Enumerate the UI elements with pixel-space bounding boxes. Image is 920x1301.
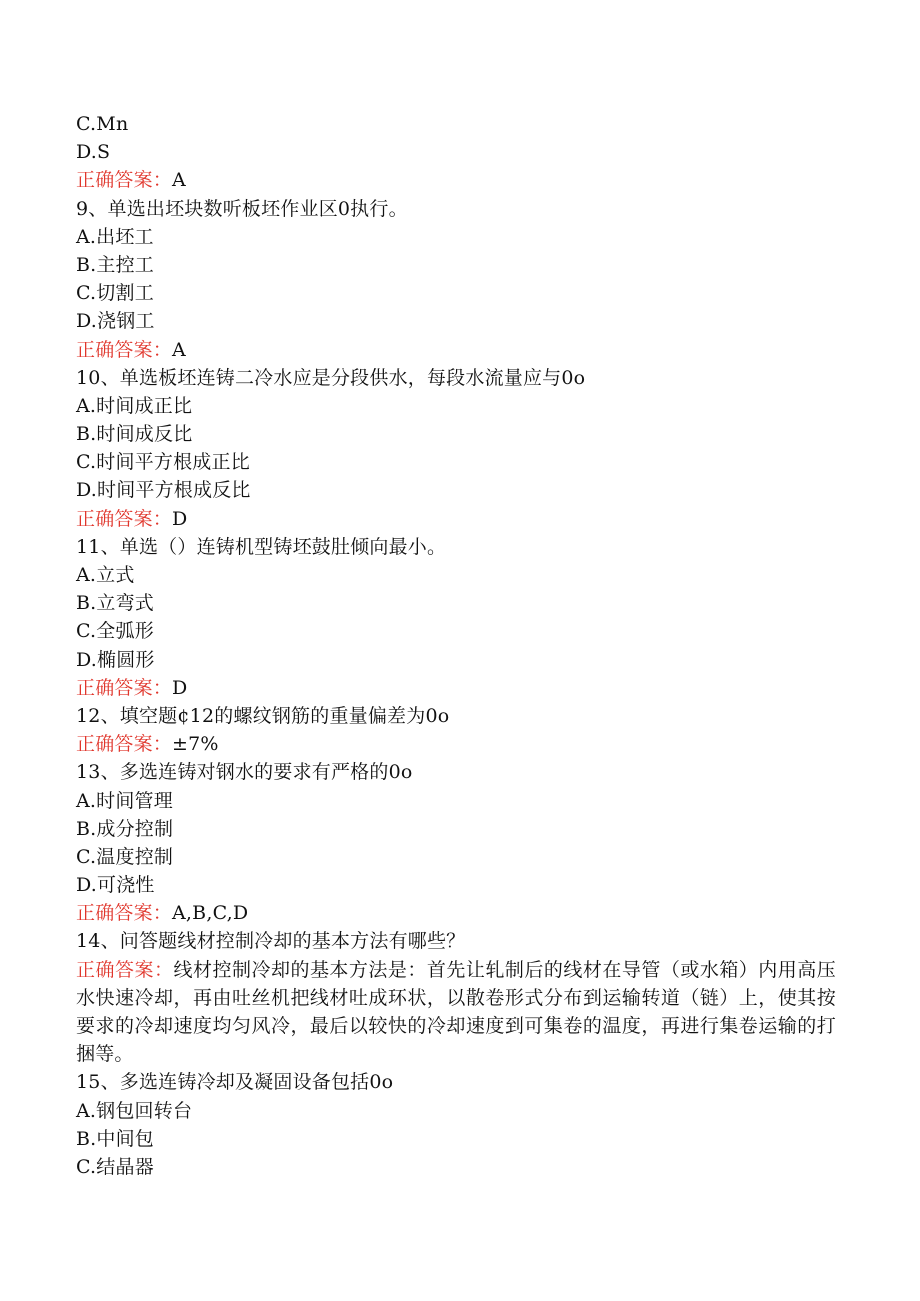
answer-value: D [172,507,188,530]
answer-value: A,B,C,D [172,902,249,925]
answer-value: A [172,338,186,361]
option-d: D.S [76,141,111,164]
option-b: B.成分控制 [76,817,174,840]
option-c: C.Mn [76,113,129,135]
question-title: 11、单选（）连铸机型铸坯鼓肚倾向最小。 [76,535,447,558]
option-c: C.时间平方根成正比 [76,451,250,474]
answer-label: 正确答案： [76,169,173,192]
option-c: C.切割工 [76,282,154,305]
answer-paragraph [76,956,836,1069]
document-page [76,110,836,1181]
question-title: 15、多选连铸冷却及凝固设备包括0o [76,1071,394,1094]
option-b: B.时间成反比 [76,423,193,446]
answer-label: 正确答案： [76,338,173,361]
option-a: A.立式 [76,564,135,586]
answer-label: 正确答案： [76,958,174,981]
option-b: B.中间包 [76,1127,155,1150]
question-title: 10、单选板坯连铸二冷水应是分段供水，每段水流量应与0o [76,366,586,389]
option-c: C.全弧形 [76,620,154,643]
answer-value: A [172,169,186,192]
answer-label: 正确答案： [76,676,173,699]
option-c: C.温度控制 [76,845,174,868]
answer-value: 线材控制冷却的基本方法是：首先让轧制后的线材在导管（或水箱）内用高压水快速冷却，再由吐丝机把线材吐成环状，以散卷形式分布到运输转道（链）上，使其按要求的冷却速度均匀风冷，最后以较快的冷却速度到可集卷的温度，再进行集卷运输的打捆等。 [76,958,836,1066]
question-title: 12、填空题¢12的螺纹钢筋的重量偏差为0o [76,704,450,727]
answer-row [76,674,836,702]
answer-row [76,336,836,364]
answer-value: ±7% [172,733,219,756]
option-b: B.主控工 [76,253,155,276]
option-a: A.钢包回转台 [76,1099,193,1122]
option-a: A.出坯工 [76,225,154,248]
option-d: D.时间平方根成反比 [76,479,251,502]
answer-row [76,899,836,927]
answer-row [76,505,836,533]
answer-value: D [172,676,188,699]
option-a: A.时间管理 [76,789,173,812]
option-d: D.可浇性 [76,874,155,897]
question-title: 13、多选连铸对钢水的要求有严格的0o [76,761,413,784]
option-c: C.结晶器 [76,1156,154,1178]
answer-row [76,730,836,758]
option-b: B.立弯式 [76,592,155,615]
answer-label: 正确答案： [76,902,173,925]
option-d: D.浇钢工 [76,310,155,333]
answer-label: 正确答案： [76,507,173,530]
answer-label: 正确答案： [76,733,173,756]
option-a: A.时间成正比 [76,394,193,417]
option-d: D.椭圆形 [76,648,155,671]
answer-row [76,166,836,194]
question-title: 14、问答题线材控制冷却的基本方法有哪些？ [76,930,466,953]
question-title: 9、单选出坯块数听板坯作业区0执行。 [76,197,408,220]
